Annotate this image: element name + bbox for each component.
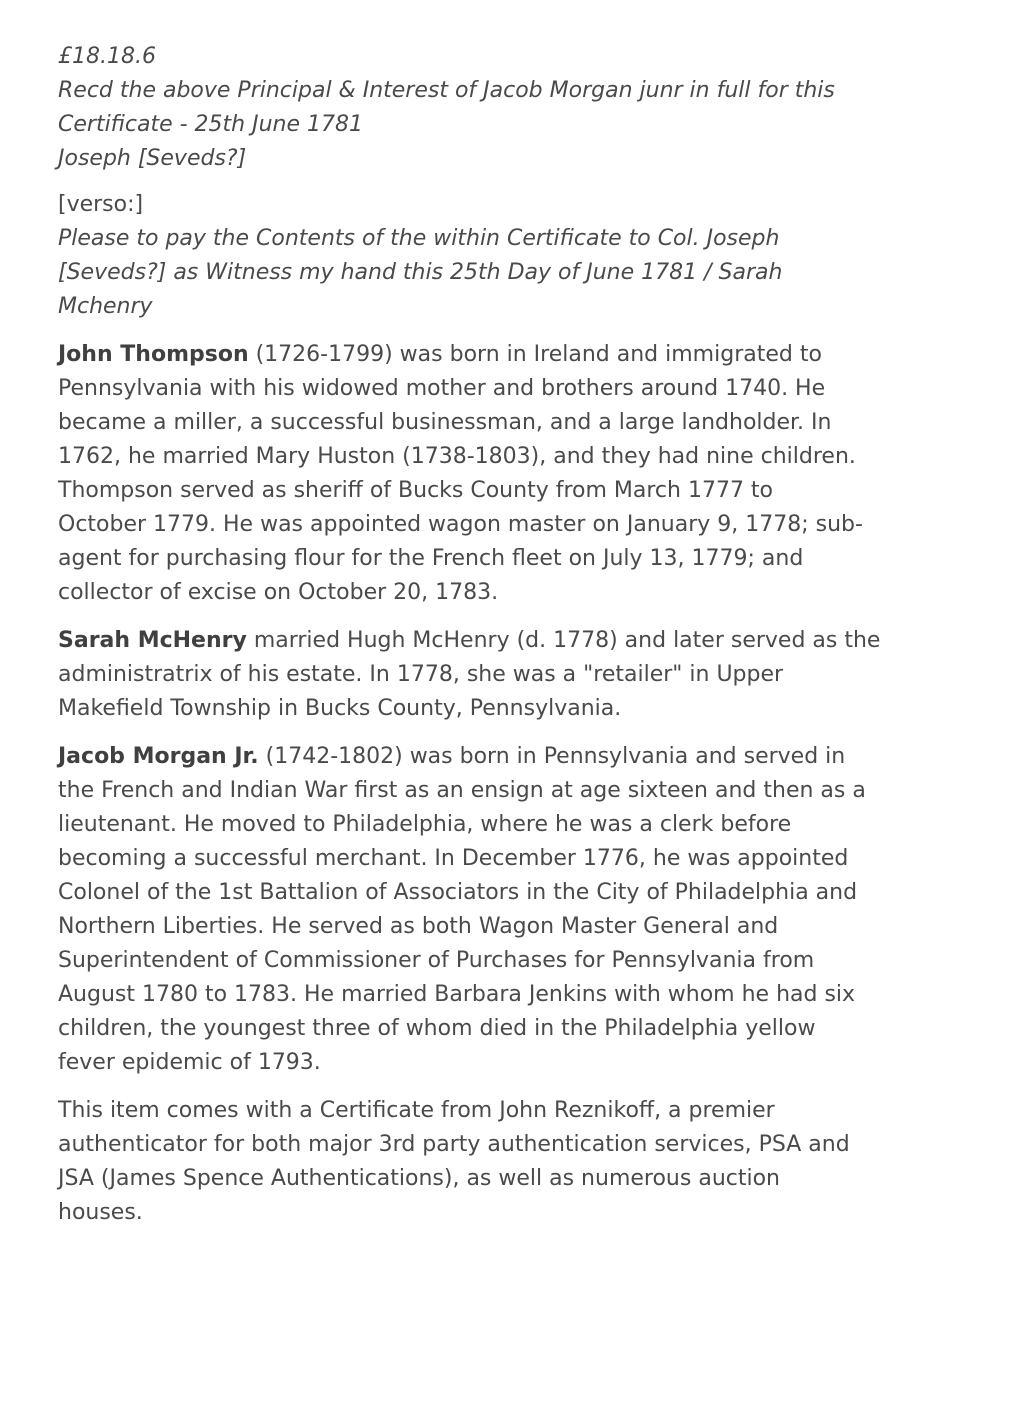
bio-jacob-morgan — [58, 740, 978, 1080]
bio-first-line — [58, 624, 978, 658]
bio-line: became a miller, a successful businessman, and a large landholder. In — [58, 410, 832, 435]
verso-block — [58, 188, 978, 324]
bio-line: the French and Indian War first as an ensign at age sixteen and then as a — [58, 778, 866, 803]
note-line: houses. — [58, 1200, 143, 1225]
note-line: JSA (James Spence Authentications), as well as numerous auction — [58, 1166, 780, 1191]
bio-first-line — [58, 338, 978, 372]
bio-line: administratrix of his estate. In 1778, she was a "retailer" in Upper — [58, 662, 784, 687]
transcription-block — [58, 40, 978, 176]
document-page — [58, 40, 978, 1230]
receipt-line: Recd the above Principal & Interest of Jacob Morgan junr in full for this — [58, 78, 835, 103]
certificate-note — [58, 1094, 978, 1230]
bio-name: Sarah McHenry — [58, 628, 247, 653]
bio-line: lieutenant. He moved to Philadelphia, where he was a clerk before — [58, 812, 792, 837]
bio-line: children, the youngest three of whom died in the Philadelphia yellow — [58, 1016, 816, 1041]
bio-text: (1742-1802) was born in Pennsylvania and served in — [258, 744, 846, 769]
receipt-signature-line: Joseph [Seveds?] — [58, 146, 247, 171]
verso-line-3: Mchenry — [58, 294, 153, 319]
bio-name: John Thompson — [58, 342, 249, 367]
note-line: This item comes with a Certificate from John Reznikoff, a premier — [58, 1098, 775, 1123]
bio-first-line — [58, 740, 978, 774]
bio-john-thompson — [58, 338, 978, 610]
bio-line: Thompson served as sheriff of Bucks County from March 1777 to — [58, 478, 774, 503]
note-line: authenticator for both major 3rd party authentication services, PSA and — [58, 1132, 850, 1157]
bio-line: Makefield Township in Bucks County, Pennsylvania. — [58, 696, 622, 721]
verso-line-2: [Seveds?] as Witness my hand this 25th Day of June 1781 / Sarah — [58, 260, 783, 285]
bio-line: agent for purchasing flour for the French fleet on July 13, 1779; and — [58, 546, 804, 571]
bio-line: Pennsylvania with his widowed mother and brothers around 1740. He — [58, 376, 826, 401]
bio-line: Colonel of the 1st Battalion of Associators in the City of Philadelphia and — [58, 880, 858, 905]
bio-line: becoming a successful merchant. In December 1776, he was appointed — [58, 846, 849, 871]
amount-line: £18.18.6 — [58, 44, 156, 69]
bio-name: Jacob Morgan Jr. — [58, 744, 259, 769]
bio-text: married Hugh McHenry (d. 1778) and later served as the — [246, 628, 881, 653]
verso-label: [verso:] — [58, 192, 144, 217]
bio-sarah-mchenry — [58, 624, 978, 726]
bio-line: Superintendent of Commissioner of Purchases for Pennsylvania from — [58, 948, 815, 973]
bio-line: October 1779. He was appointed wagon master on January 9, 1778; sub- — [58, 512, 863, 537]
bio-line: collector of excise on October 20, 1783. — [58, 580, 499, 605]
bio-text: (1726-1799) was born in Ireland and immigrated to — [248, 342, 822, 367]
verso-line-1: Please to pay the Contents of the within Certificate to Col. Joseph — [58, 226, 780, 251]
bio-line: fever epidemic of 1793. — [58, 1050, 321, 1075]
bio-line: 1762, he married Mary Huston (1738-1803), and they had nine children. — [58, 444, 856, 469]
bio-line: August 1780 to 1783. He married Barbara Jenkins with whom he had six — [58, 982, 856, 1007]
bio-line: Northern Liberties. He served as both Wagon Master General and — [58, 914, 779, 939]
receipt-date-line: Certificate - 25th June 1781 — [58, 112, 364, 137]
